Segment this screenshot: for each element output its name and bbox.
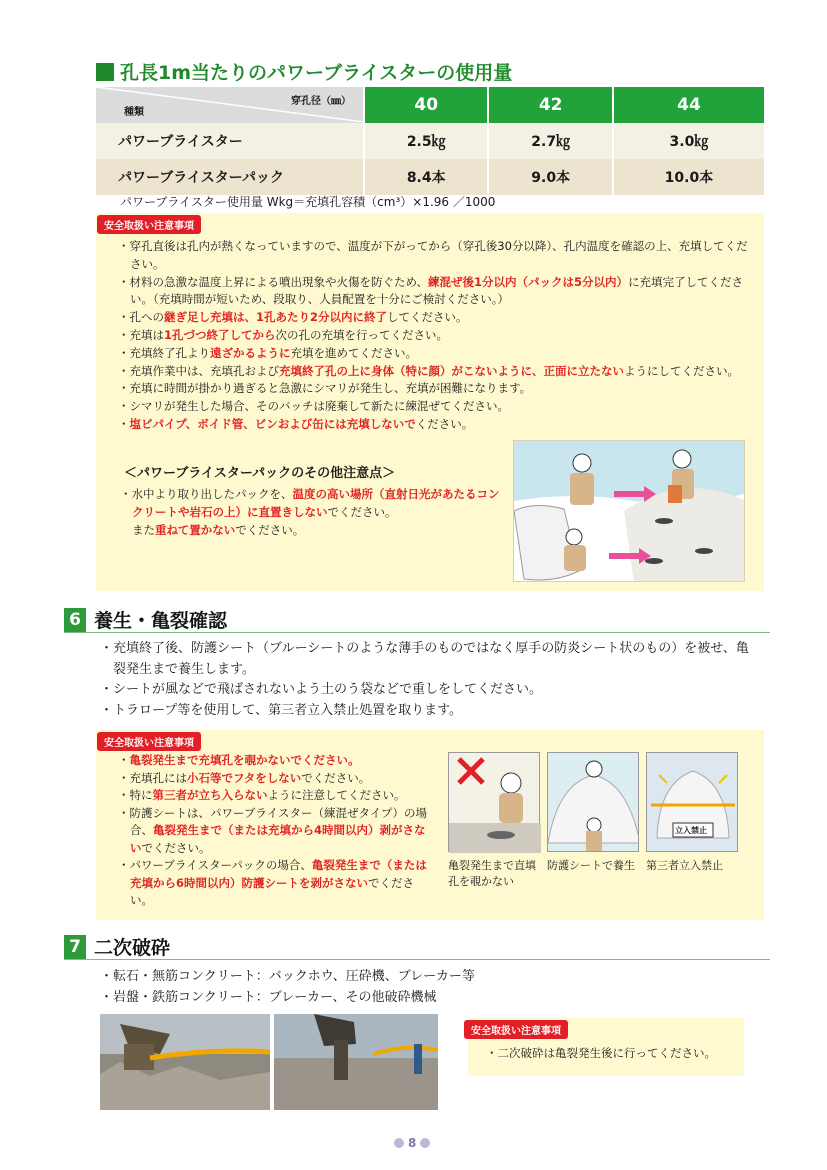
list-item: ・転石・無筋コンクリート：バックホウ、圧砕機、ブレーカー等 xyxy=(100,969,475,984)
list-item: ・充填は1孔づつ終了してから次の孔の充填を行ってください。 xyxy=(118,327,449,342)
section-title-text: 孔長1m当たりのパワーブライスターの使用量 xyxy=(120,62,513,84)
safety-badge: 安全取扱い注意事項 xyxy=(97,732,201,751)
safety-item: ・二次破砕は亀裂発生後に行ってください。 xyxy=(486,1046,716,1060)
prohibition-illustration xyxy=(449,753,541,853)
keep-out-sign: 立入禁止 xyxy=(675,826,707,835)
corner-bottom-label: 種類 xyxy=(124,107,144,118)
section-6-list xyxy=(100,639,760,721)
table-cell: 9.0本 xyxy=(488,159,612,195)
list-item: ・シマリが発生した場合、そのバッチは廃棄して新たに練混ぜてください。 xyxy=(118,399,509,414)
table-cell: 2.7㎏ xyxy=(488,123,612,159)
table-cell: 10.0本 xyxy=(613,159,764,195)
column-header: 44 xyxy=(613,87,764,123)
list-item: ・充填終了孔より遠ざかるように充填を進めてください。 xyxy=(118,345,417,360)
page-dot-icon xyxy=(394,1138,404,1148)
list-item: ・充填終了後、防護シート（ブルーシートのような薄手のものではなく厚手の防炎シート状のもの）を被せ、亀裂発生まで養生します。 xyxy=(100,641,749,677)
safety-badge: 安全取扱い注意事項 xyxy=(97,215,201,234)
row-label: パワーブライスターパック xyxy=(96,159,364,195)
table-corner-header xyxy=(96,87,364,123)
list-item: ・パワーブライスターパックの場合、亀裂発生まで（または充填から6時間以内）防護シートを剥がさないでください。 xyxy=(118,858,427,907)
page-number xyxy=(394,1136,430,1150)
sheet-curing-illustration xyxy=(548,753,639,852)
section-7-list xyxy=(100,966,475,1008)
list-item: ・穿孔直後は孔内が熱くなっていますので、温度が下がってから（穿孔後30分以降）、孔内温度を確認の上、充填してください。 xyxy=(118,239,748,271)
list-item: ・トラロープ等を使用して、第三者立入禁止処置を取ります。 xyxy=(100,702,463,718)
section-number: 7 xyxy=(64,935,86,959)
title-square-icon xyxy=(96,63,114,81)
pack-handling-illustration xyxy=(513,440,745,582)
list-item: ・シートが風などで飛ばされないよう土のう袋などで重しをしてください。 xyxy=(100,682,543,697)
workers-illustration xyxy=(514,441,745,582)
list-item: ・材料の急激な温度上昇による噴出現象や火傷を防ぐため、練混ぜ後1分以内（パックは5分以内）に充填完了してください。（充填時間が短いため、段取り、人員配置を十分にご検討ください。） xyxy=(118,274,744,307)
table-row xyxy=(96,159,764,195)
section-number: 6 xyxy=(64,608,86,632)
breaker-photo-1 xyxy=(100,1014,270,1110)
section-title: 養生・亀裂確認 xyxy=(94,610,228,632)
table-cell: 8.4本 xyxy=(364,159,488,195)
no-peeking-illustration xyxy=(448,752,540,852)
safety-list-1 xyxy=(118,238,748,434)
usage-table xyxy=(96,87,764,195)
list-item: また重ねて置かないでください。 xyxy=(132,522,305,537)
safety-list-2 xyxy=(118,752,428,910)
list-item: ・充填作業中は、充填孔および充填終了孔の上に身体（特に顔）がこないように、正面に立たないようにしてください。 xyxy=(118,363,739,378)
protective-sheet-illustration xyxy=(547,752,639,852)
section-6-header xyxy=(64,607,770,633)
list-item: ・塩ビパイプ、ボイド管、ビンおよび缶には充填しないでください。 xyxy=(118,416,474,431)
caption-no-entry: 第三者立入禁止 xyxy=(646,859,723,872)
table-cell: 2.5㎏ xyxy=(364,123,488,159)
list-item: ・充填に時間が掛かり過ぎると急激にシマリが発生し、充填が困難になります。 xyxy=(118,381,532,396)
formula-text: パワーブライスター使用量 Wkg＝充填孔容積（cm³）×1.96 ／1000 xyxy=(120,195,496,209)
list-item: ・孔への継ぎ足し充填は、1孔あたり2分以内に終了してください。 xyxy=(118,310,468,325)
excavator-photo xyxy=(100,1014,270,1110)
table-row xyxy=(96,123,764,159)
caption-protective-sheet: 防護シートで養生 xyxy=(547,859,635,872)
column-header: 42 xyxy=(488,87,612,123)
table-cell: 3.0㎏ xyxy=(613,123,764,159)
breaker-work-photo xyxy=(274,1014,438,1110)
list-item: ・特に第三者が立ち入らないように注意してください。 xyxy=(118,788,406,802)
caption-no-peeking: 亀裂発生まで直填孔を覗かない xyxy=(448,859,536,888)
page-dot-icon xyxy=(420,1138,430,1148)
section-title: 二次破砕 xyxy=(94,937,171,959)
row-label: パワーブライスター xyxy=(96,123,364,159)
list-item: ・防護シートは、パワーブライスター（練混ぜタイプ）の場合、亀裂発生まで（または充填から4時間以内）剥がさないでください。 xyxy=(118,805,428,855)
section-title xyxy=(96,58,512,85)
section-7-header xyxy=(64,934,770,960)
page-number-text: 8 xyxy=(408,1136,417,1150)
no-entry-illustration xyxy=(646,752,738,852)
list-item: ・充填孔には小石等でフタをしないでください。 xyxy=(118,770,371,785)
safety-badge: 安全取扱い注意事項 xyxy=(464,1020,568,1039)
column-header: 40 xyxy=(364,87,488,123)
list-item: ・亀裂発生まで充填孔を覗かないでください。 xyxy=(118,753,360,767)
sub-heading: ＜パワーブライスターパックのその他注意点＞ xyxy=(124,466,396,481)
keep-out-illustration xyxy=(647,753,738,852)
list-item: ・水中より取り出したパックを、温度の高い場所（直射日光があたるコンクリートや岩石の上）に直置きしないでください。 xyxy=(120,487,500,519)
breaker-photo-2 xyxy=(274,1014,438,1110)
list-item: ・岩盤・鉄筋コンクリート：ブレーカー、その他破砕機械 xyxy=(100,990,437,1005)
corner-top-label: 穿孔径（㎜） xyxy=(291,96,351,107)
safety-sublist xyxy=(120,486,510,539)
